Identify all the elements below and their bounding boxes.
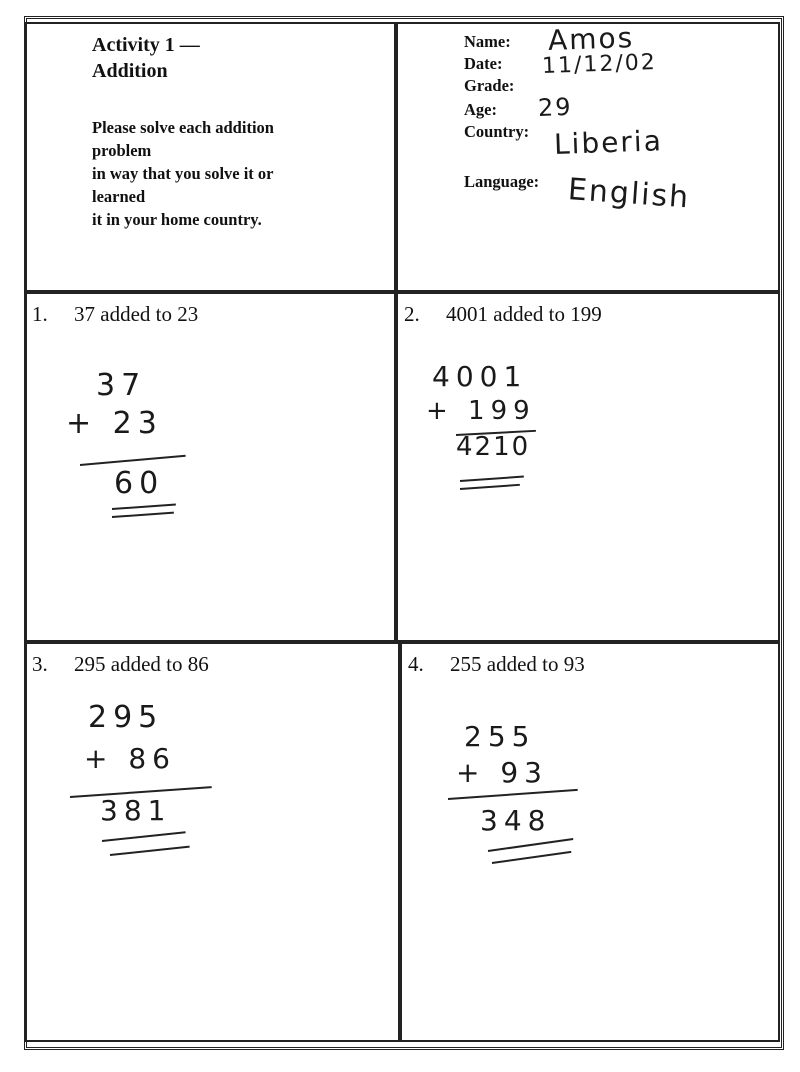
header-instructions-cell — [24, 22, 396, 292]
problem-cell-2 — [396, 292, 780, 642]
problem-number: 4. — [408, 652, 424, 676]
name-value: Amos — [547, 21, 635, 57]
instruction-line: problem — [92, 141, 152, 160]
answer-underline — [492, 851, 571, 864]
language-value: English — [566, 172, 692, 216]
problem-cell-3 — [24, 642, 400, 1042]
sum-line — [80, 455, 186, 466]
language-label: Language: — [464, 172, 540, 191]
problem-cell-1 — [24, 292, 396, 642]
answer-underline — [488, 838, 573, 852]
work-addend: + 199 — [426, 396, 536, 426]
work-answer: 381 — [100, 794, 172, 827]
answer-underline — [460, 484, 520, 490]
age-value: 29 — [537, 92, 574, 122]
work-top-number: 4001 — [432, 360, 528, 393]
instruction-line: learned — [92, 187, 146, 206]
problem-prompt: 37 added to 23 — [74, 302, 199, 326]
activity-title — [92, 32, 200, 84]
work-addend: + 86 — [84, 742, 176, 775]
activity-title-line2: Addition — [92, 60, 168, 82]
sum-line — [448, 789, 578, 800]
problem-number: 1. — [32, 302, 48, 326]
work-answer: 60 — [114, 466, 165, 501]
answer-underline — [112, 504, 176, 510]
instruction-line: in way that you solve it or — [92, 164, 274, 183]
work-answer: 348 — [480, 804, 552, 837]
activity-title-line1: Activity 1 — — [92, 34, 200, 56]
answer-underline — [112, 512, 174, 518]
instruction-line: Please solve each addition — [92, 118, 274, 137]
work-addend: + 23 — [66, 406, 163, 441]
instructions — [92, 116, 352, 231]
instruction-line: it in your home country. — [92, 210, 262, 229]
work-answer: 4210 — [456, 432, 531, 462]
student-info-cell — [396, 22, 780, 292]
problem-number: 3. — [32, 652, 48, 676]
problem-prompt: 255 added to 93 — [450, 652, 585, 676]
date-label: Date: — [464, 54, 503, 73]
answer-underline — [460, 476, 524, 482]
age-label: Age: — [464, 100, 497, 119]
work-top-number: 295 — [88, 700, 164, 735]
name-label: Name: — [464, 32, 511, 51]
date-value: 11/12/02 — [541, 50, 658, 79]
grade-label: Grade: — [464, 76, 515, 95]
answer-underline — [110, 846, 190, 856]
work-top-number: 255 — [464, 720, 536, 753]
problem-prompt: 4001 added to 199 — [446, 302, 602, 326]
country-label: Country: — [464, 122, 530, 141]
problem-cell-4 — [400, 642, 780, 1042]
problem-prompt: 295 added to 86 — [74, 652, 209, 676]
country-value: Liberia — [553, 124, 664, 161]
answer-underline — [102, 831, 186, 842]
work-top-number: 37 — [96, 368, 147, 403]
problem-number: 2. — [404, 302, 420, 326]
work-addend: + 93 — [456, 756, 548, 789]
